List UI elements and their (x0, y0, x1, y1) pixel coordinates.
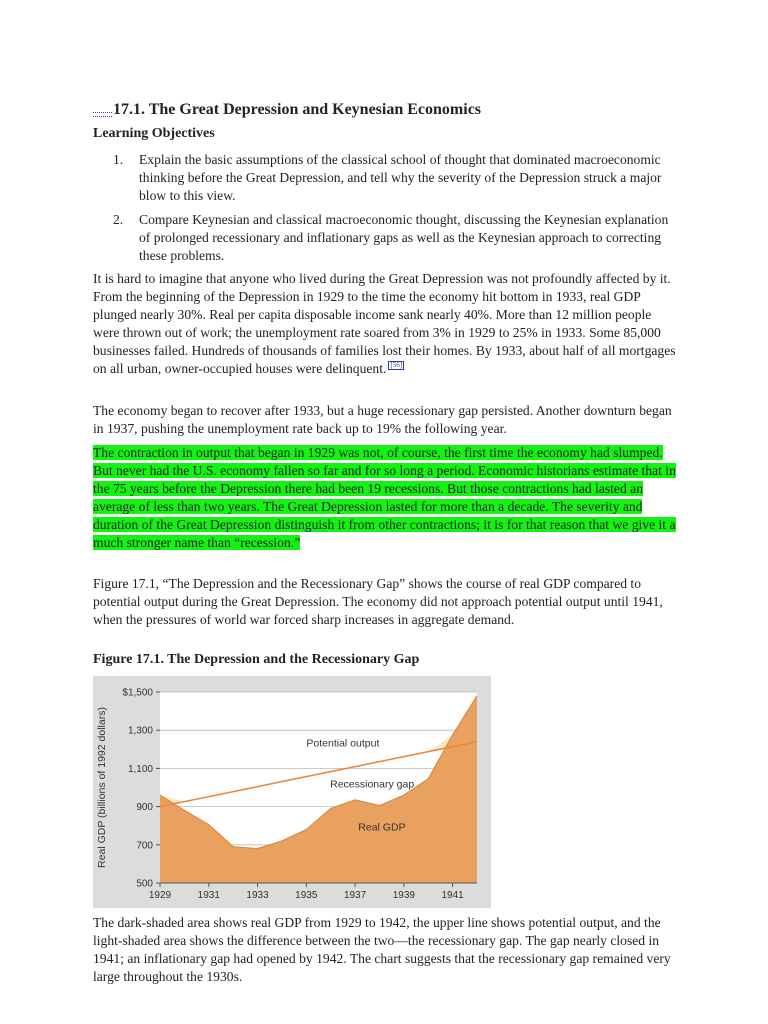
list-item-number: 1. (113, 152, 124, 167)
footnote-link[interactable]: [56] (390, 361, 403, 370)
list-item (93, 151, 678, 205)
x-tick-label: 1937 (343, 890, 367, 901)
section-heading (93, 100, 481, 120)
chart-annotation: Recessionary gap (330, 778, 415, 791)
chart-annotation: Potential output (306, 737, 380, 750)
learning-objectives-list (93, 151, 678, 271)
figure-title: Figure 17.1. The Depression and the Recessionary Gap (93, 652, 420, 667)
figure-chart (93, 676, 491, 908)
y-tick-label: $1,500 (122, 687, 153, 699)
chart-svg (93, 676, 491, 908)
section-title: 17.1. The Great Depression and Keynesian Economics (113, 101, 482, 118)
x-tick-label: 1935 (295, 890, 318, 901)
learning-objectives-heading: Learning Objectives (93, 126, 215, 141)
list-item-text: Explain the basic assumptions of the classical school of thought that dominated macroeconomic thinking before the Great Depression, and tell why the severity of the Depression struck a major blow to this view. (139, 152, 662, 203)
paragraph-recovery: The economy began to recover after 1933, but a huge recessionary gap persisted. Another downturn began in 1937, pushing the unemployment rate back up to 19% the following year. (93, 403, 672, 436)
x-tick-label: 1929 (148, 890, 172, 901)
x-tick-label: 1941 (441, 890, 464, 901)
chart-annotation: Real GDP (358, 821, 406, 834)
list-item (93, 211, 678, 265)
y-tick-label: 900 (136, 802, 153, 814)
y-tick-label: 500 (136, 878, 153, 890)
anchor-link-icon[interactable] (93, 112, 112, 117)
x-tick-label: 1939 (392, 890, 415, 901)
y-axis-label: Real GDP (billions of 1992 dollars) (96, 707, 108, 868)
y-tick-label: 1,100 (127, 763, 153, 775)
paragraph-figure-intro: Figure 17.1, “The Depression and the Recessionary Gap” shows the course of real GDP compared to potential output during the Great Depression. The economy did not approach potential output until 1941, when the pressures of world war forced sharp increases in aggregate demand. (93, 576, 663, 627)
y-tick-label: 1,300 (127, 725, 153, 737)
figure-caption: The dark-shaded area shows real GDP from 1929 to 1942, the upper line shows potential output, and the light-shaded area shows the difference between the two—the recessionary gap. The gap nearly closed in 1941; an inflationary gap had opened by 1942. The chart suggests that the recessionary gap remained very large throughout the 1930s. (93, 915, 671, 984)
paragraph-intro (93, 270, 678, 378)
x-tick-label: 1933 (246, 890, 269, 901)
paragraph-text: It is hard to imagine that anyone who lived during the Great Depression was not profoundly affected by it. From the beginning of the Depression in 1929 to the time the economy hit bottom in 1933, real GDP plunged nearly 30%. Real per capita disposable income sank nearly 40%. More than 12 million people were thrown out of work; the unemployment rate soared from 3% in 1929 to 25% in 1933. Some 85,000 businesses failed. Hundreds of thousands of families lost their homes. By 1933, about half of all mortgages on all urban, owner-occupied houses were delinquent. (93, 271, 676, 376)
list-item-number: 2. (113, 212, 124, 227)
y-tick-label: 700 (136, 840, 153, 852)
highlighted-text: The contraction in output that began in 1929 was not, of course, the first time the economy had slumped. But never had the U.S. economy fallen so far and for so long a period. Economic historians estimate that in the 75 years before the Depression there had been 19 recessions. But those contractions had lasted an average of less than two years. The Great Depression lasted for more than a decade. The severity and duration of the Great Depression distinguish it from other contractions; it is for that reason that we give it a much stronger name than “recession.” (93, 445, 676, 550)
list-item-text: Compare Keynesian and classical macroeconomic thought, discussing the Keynesian explanation of prolonged recessionary and inflationary gaps as well as the Keynesian approach to correcting these problems. (139, 212, 669, 263)
paragraph-highlighted (93, 444, 678, 552)
x-tick-label: 1931 (197, 890, 220, 901)
